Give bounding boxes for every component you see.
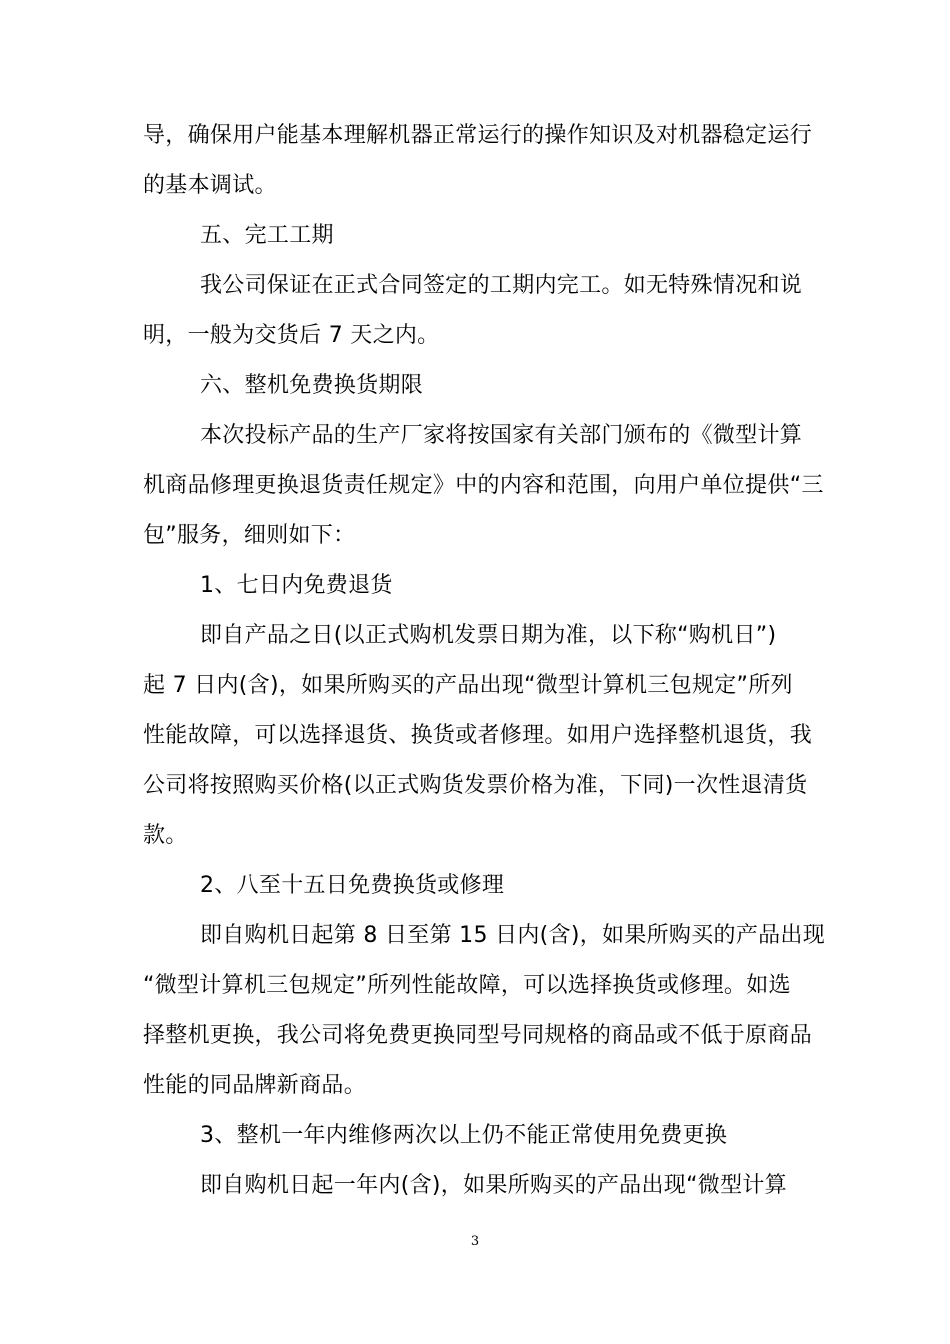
subsection-heading: 1、七日内免费退货 <box>200 573 393 598</box>
body-line: 我公司保证在正式合同签定的工期内完工。如无特殊情况和说 <box>200 273 803 298</box>
body-line: 款。 <box>143 823 188 848</box>
body-line: 包”服务，细则如下： <box>143 523 356 548</box>
body-line: 机商品修理更换退货责任规定》中的内容和范围，向用户单位提供“三 <box>143 473 824 498</box>
document-body <box>143 111 826 1211</box>
body-line: 择整机更换，我公司将免费更换同型号同规格的商品或不低于原商品 <box>143 1023 813 1048</box>
body-line: 公司将按照购买价格(以正式购货发票价格为准，下同)一次性退清货 <box>143 773 808 798</box>
body-line: 性能故障，可以选择退货、换货或者修理。如用户选择整机退货，我 <box>143 723 813 748</box>
section-heading: 六、整机免费换货期限 <box>200 373 424 398</box>
body-line: 本次投标产品的生产厂家将按国家有关部门颁布的《微型计算 <box>200 423 803 448</box>
body-line: 起 7 日内(含)，如果所购买的产品出现“微型计算机三包规定”所列 <box>143 673 793 698</box>
body-line: 明，一般为交货后 7 天之内。 <box>143 323 440 348</box>
body-line: 即自购机日起第 8 日至第 15 日内(含)，如果所购买的产品出现 <box>200 923 826 948</box>
body-line: 导，确保用户能基本理解机器正常运行的操作知识及对机器稳定运行 <box>143 123 813 148</box>
body-line: 的基本调试。 <box>143 173 277 198</box>
subsection-heading: 3、整机一年内维修两次以上仍不能正常使用免费更换 <box>200 1123 728 1148</box>
body-line: “微型计算机三包规定”所列性能故障，可以选择换货或修理。如选 <box>143 973 791 998</box>
body-line: 即自产品之日(以正式购机发票日期为准，以下称“购机日”) <box>200 623 777 648</box>
body-line: 性能的同品牌新商品。 <box>143 1073 367 1098</box>
page-number: 3 <box>470 1234 480 1249</box>
section-heading: 五、完工工期 <box>200 223 334 248</box>
body-line: 即自购机日起一年内(含)，如果所购买的产品出现“微型计算 <box>200 1173 787 1198</box>
subsection-heading: 2、八至十五日免费换货或修理 <box>200 873 505 898</box>
